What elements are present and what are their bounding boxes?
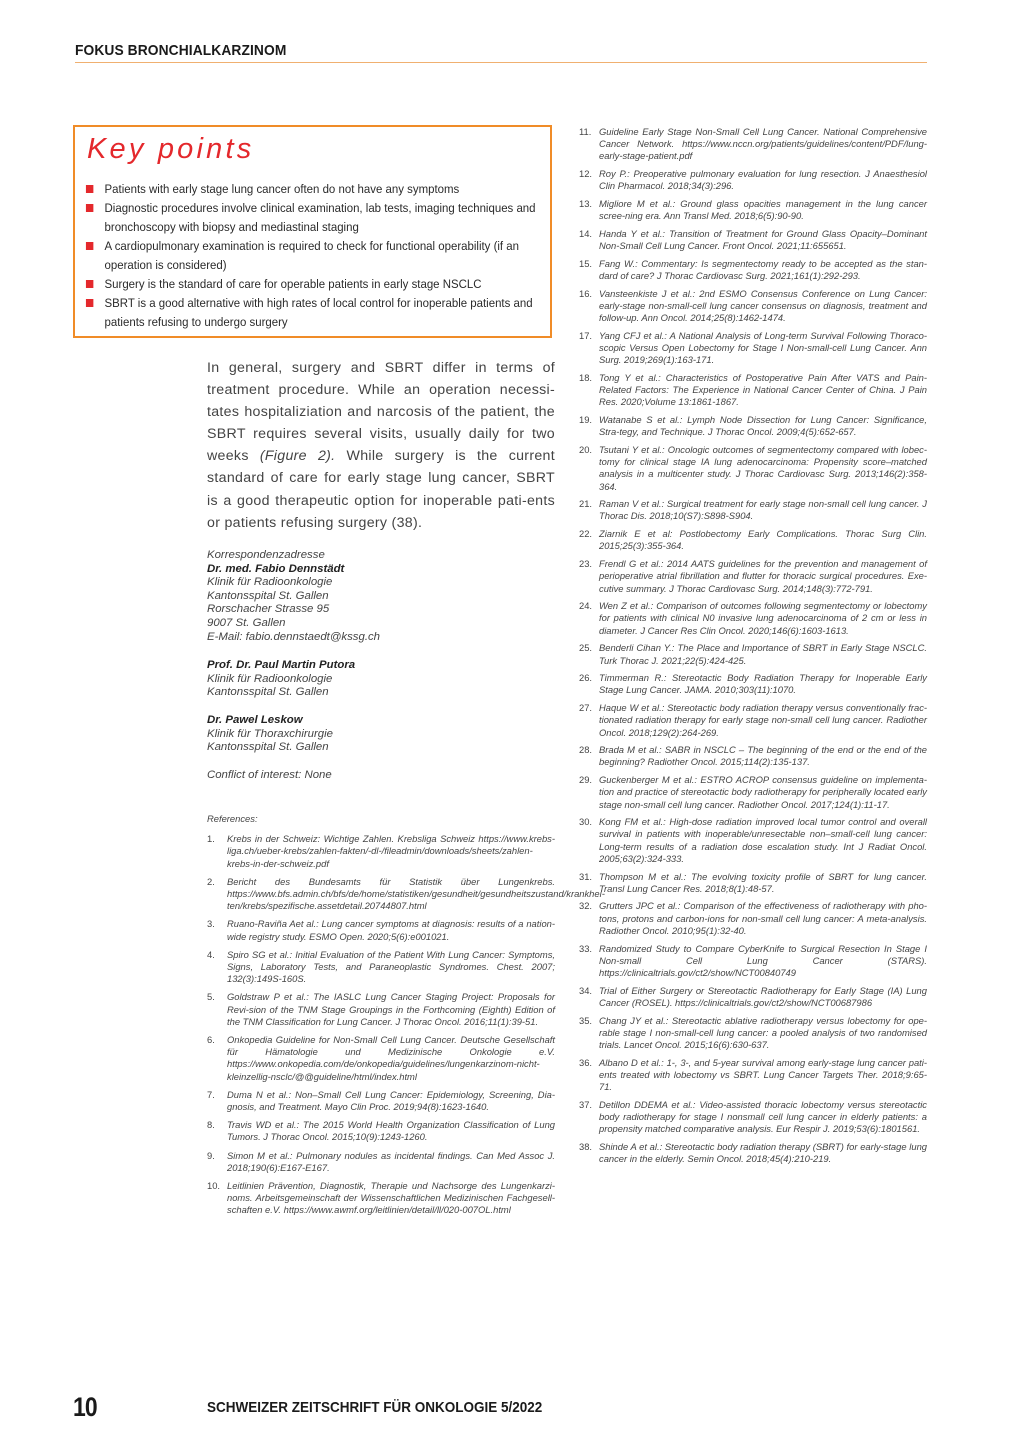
address-line: Kantonsspital St. Gallen bbox=[207, 589, 329, 602]
reference-item bbox=[207, 918, 555, 942]
reference-number: 16. bbox=[579, 287, 593, 299]
reference-text: Guckenberger M et al.: ESTRO ACROP consensus guideline on implementa-tion and practice of stereotactic body radiotherapy for peripherally located early stage non-small cell lung cancer. Radiother Oncol. 2017;124(1):11-17. bbox=[599, 774, 927, 810]
journal-footer: SCHWEIZER ZEITSCHRIFT FÜR ONKOLOGIE 5/2022 bbox=[207, 1399, 543, 1416]
reference-item bbox=[579, 1099, 927, 1136]
reference-number: 22. bbox=[579, 528, 593, 540]
reference-item bbox=[579, 528, 927, 552]
reference-text: Onkopedia Guideline for Non-Small Cell Lung Cancer. Deutsche Gesellschaft für Hämatologie und Medizinische Onkologie e.V. https://www.onkopedia.com/de/onkopedia/guidelines/lungenkarzinom-nicht-kleinzellig-nsclc/@@guideline/html/index.html bbox=[227, 1034, 555, 1082]
reference-text: Haque W et al.: Stereotactic body radiation therapy versus conventionally frac-tionated radiation therapy for early stage non-small cell lung cancer. Radiother Oncol. 2018;129(2):264-269. bbox=[599, 702, 927, 738]
reference-number: 20. bbox=[579, 443, 593, 455]
square-bullet-icon bbox=[86, 242, 93, 250]
reference-text: Benderli Cihan Y.: The Place and Importance of SBRT in Early Stage NSCLC. Turk Thorac J. 2021;22(5):424-425. bbox=[599, 642, 927, 666]
reference-item bbox=[579, 372, 927, 409]
reference-item bbox=[579, 126, 927, 163]
reference-number: 21. bbox=[579, 498, 593, 510]
key-point-text: Patients with early stage lung cancer often do not have any symptoms bbox=[104, 182, 460, 196]
reference-number: 32. bbox=[579, 900, 593, 912]
reference-item bbox=[579, 943, 927, 980]
reference-text: Vansteenkiste J et al.: 2nd ESMO Consensus Conference on Lung Cancer: early-stage non-small-cell lung cancer consensus on diagnosis, treatment and follow-up. Ann Oncol. 2014;25(8):1462-1474. bbox=[599, 287, 927, 324]
reference-text: Krebs in der Schweiz: Wichtige Zahlen. Krebsliga Schweiz https://www.krebs-liga.ch/ueber-krebs/zahlen-fakten/-dl-/fileadmin/downloads/sheets/zahlen-krebs-in-der-schweiz.pdf bbox=[227, 833, 555, 869]
reference-item bbox=[579, 1015, 927, 1052]
reference-text: Fang W.: Commentary: Is segmentectomy ready to be accepted as the stan-dard of care? J Thorac Cardiovasc Surg. 2021;161(1):292-293. bbox=[599, 257, 927, 282]
reference-text: Detillon DDEMA et al.: Video-assisted thoracic lobectomy versus stereotactic body radiotherapy for stage I nonsmall cell lung cancer in elderly patients: a propensity matched comparative analysis. Eur Respir J. 2019;53(6):1801561. bbox=[599, 1098, 927, 1135]
reference-number: 5. bbox=[207, 991, 215, 1003]
reference-item bbox=[207, 833, 555, 870]
author-name: Dr. Pawel Leskow bbox=[207, 714, 303, 726]
key-point-item bbox=[85, 237, 559, 275]
reference-number: 19. bbox=[579, 414, 593, 426]
reference-number: 31. bbox=[579, 870, 593, 882]
address-line: 9007 St. Gallen bbox=[207, 616, 286, 629]
reference-item bbox=[579, 816, 927, 865]
reference-number: 28. bbox=[579, 744, 593, 756]
reference-item bbox=[579, 288, 927, 325]
reference-text: Duma N et al.: Non–Small Cell Lung Cancer: Epidemiology, Screening, Dia-gnosis, and Treatment. Mayo Clin Proc. 2019;94(8):1623-1640. bbox=[227, 1088, 555, 1113]
key-point-item bbox=[85, 180, 559, 199]
key-point-text: Diagnostic procedures involve clinical examination, lab tests, imaging techniques and bronchoscopy with biopsy and mediastinal staging bbox=[104, 201, 536, 234]
reference-item bbox=[579, 1057, 927, 1094]
affiliation-line: Kantonsspital St. Gallen bbox=[207, 686, 329, 699]
reference-text: Thompson M et al.: The evolving toxicity profile of SBRT for lung cancer. Transl Lung Cancer Res. 2018;8(1):48-57. bbox=[599, 870, 927, 894]
reference-item bbox=[207, 1089, 555, 1113]
author-block bbox=[207, 659, 555, 700]
reference-number: 15. bbox=[579, 257, 593, 269]
key-points-box bbox=[73, 125, 552, 338]
reference-item bbox=[579, 228, 927, 252]
reference-text: Frendl G et al.: 2014 AATS guidelines for the prevention and management of perioperative atrial fibrillation and flutter for thoracic surgical procedures. Exe-cutive summary. J Thorac Cardiovasc Surg. 2014;148(3):772-791. bbox=[599, 558, 927, 594]
reference-item bbox=[579, 900, 927, 937]
reference-number: 38. bbox=[579, 1140, 593, 1152]
reference-text: Randomized Study to Compare CyberKnife to Surgical Resection In Stage I Non-small Cell Lung Cancer (STARS). https://clinicaltrials.gov/ct2/show/NCT00840749 bbox=[599, 942, 927, 978]
reference-text: Handa Y et al.: Transition of Treatment for Ground Glass Opacity–Dominant Non-Small Cell Lung Cancer. Front Oncol. 2021;11:655651. bbox=[599, 227, 927, 252]
reference-number: 9. bbox=[207, 1149, 215, 1161]
square-bullet-icon bbox=[86, 204, 93, 212]
correspondence-address bbox=[207, 549, 555, 644]
reference-item bbox=[579, 198, 927, 222]
reference-number: 34. bbox=[579, 984, 593, 996]
reference-number: 36. bbox=[579, 1056, 593, 1068]
reference-item bbox=[579, 330, 927, 367]
reference-number: 26. bbox=[579, 672, 593, 684]
reference-number: 12. bbox=[579, 168, 593, 180]
reference-number: 8. bbox=[207, 1119, 215, 1131]
header-rule bbox=[75, 62, 927, 63]
reference-text: Ziarnik E et al: Postlobectomy Early Complications. Thorac Surg Clin. 2015;25(3):355-364. bbox=[599, 528, 927, 552]
reference-item bbox=[579, 258, 927, 282]
conflict-of-interest bbox=[207, 769, 555, 783]
reference-text: Tong Y et al.: Characteristics of Postoperative Pain After VATS and Pain-Related Factors: The Experience in National Cancer Center of China. J Pain Res. 2020;Volume 13:1861-1867. bbox=[599, 371, 927, 408]
reference-text: Roy P.: Preoperative pulmonary evaluation for lung resection. J Anaesthesiol Clin Pharmacol. 2018;34(3):296. bbox=[599, 168, 927, 192]
body-text-before: In general, surgery and SBRT differ in terms of treatment procedure. While an operation necessi-tates hospitaliziation and narcosis of the patient, the SBRT requires several visits, usually daily for two weeks bbox=[207, 360, 555, 465]
reference-item bbox=[579, 774, 927, 811]
key-points-list bbox=[85, 180, 542, 332]
key-point-item bbox=[85, 199, 559, 237]
reference-item bbox=[207, 1150, 555, 1174]
reference-item bbox=[579, 444, 927, 493]
reference-item bbox=[579, 1141, 927, 1165]
author-name: Prof. Dr. Paul Martin Putora bbox=[207, 659, 356, 671]
reference-number: 2. bbox=[207, 875, 215, 887]
reference-text: Travis WD et al.: The 2015 World Health Organization Classification of Lung Tumors. J Thorac Oncol. 2015;10(9):1243-1260. bbox=[227, 1119, 555, 1143]
reference-item bbox=[579, 672, 927, 696]
reference-number: 18. bbox=[579, 371, 593, 383]
page-number: 10 bbox=[73, 1392, 97, 1422]
body-paragraph bbox=[207, 357, 555, 534]
reference-text: Goldstraw P et al.: The IASLC Lung Cancer Staging Project: Proposals for Revi-sion of the TNM Stage Groupings in the Forthcoming (Eighth) Edition of the TNM Classification for Lung Cancer. J Thorac Oncol. 2016;11(1):39-51. bbox=[227, 991, 555, 1027]
affiliation-line: Klinik für Radioonkologie bbox=[207, 672, 333, 685]
reference-item bbox=[579, 871, 927, 895]
reference-text: Shinde A et al.: Stereotactic body radiation therapy (SBRT) for early-stage lung cancer in the elderly. Semin Oncol. 2018;45(4):210-219. bbox=[599, 1140, 927, 1165]
reference-item bbox=[579, 558, 927, 595]
reference-number: 24. bbox=[579, 600, 593, 612]
reference-item bbox=[579, 702, 927, 739]
reference-text: Migliore M et al.: Ground glass opacities management in the lung cancer scree-ning era. Ann Transl Med. 2018;6(5):90-90. bbox=[599, 198, 927, 222]
body-text-after: While surgery is the current standard of care for early stage lung cancer, SBRT is a good therapeutic option for inoperable pati-ents or patients refusing surgery (38). bbox=[207, 448, 555, 531]
key-point-text: SBRT is a good alternative with high rates of local control for inoperable patients and patients refusing to undergo surgery bbox=[104, 296, 533, 329]
reference-item bbox=[579, 414, 927, 438]
reference-item bbox=[207, 1034, 555, 1083]
reference-text: Brada M et al.: SABR in NSCLC – The beginning of the end or the end of the beginning? Radiother Oncol. 2015;114(2):135-137. bbox=[599, 744, 927, 768]
reference-number: 30. bbox=[579, 816, 593, 828]
reference-number: 6. bbox=[207, 1034, 215, 1046]
references-right-column bbox=[579, 126, 927, 1171]
reference-text: Bericht des Bundesamts für Statistik über Lungenkrebs. https://www.bfs.admin.ch/bfs/de/home/statistiken/gesundheit/gesundheitszustand/krankhei-ten/krebs/spezifische.assetdetail.20744807.html bbox=[227, 875, 605, 912]
author-block bbox=[207, 714, 555, 755]
reference-item bbox=[579, 498, 927, 522]
affiliation-line: Klinik für Thoraxchirurgie bbox=[207, 727, 333, 740]
square-bullet-icon bbox=[86, 280, 93, 288]
reference-number: 25. bbox=[579, 642, 593, 654]
reference-item bbox=[579, 642, 927, 666]
reference-number: 37. bbox=[579, 1098, 593, 1110]
reference-number: 33. bbox=[579, 942, 593, 954]
reference-text: Wen Z et al.: Comparison of outcomes following segmentectomy or lobectomy for patients with clinical N0 invasive lung adenocarcinoma of 2 cm or less in diameter. J Cancer Res Clin Oncol. 2020;146(6):1603-1613. bbox=[599, 600, 927, 636]
reference-text: Chang JY et al.: Stereotactic ablative radiotherapy versus lobectomy for ope-rable stage I non-small-cell lung cancer: a pooled analysis of two randomised trials. Lancet Oncol. 2015;16(6):630-637. bbox=[599, 1014, 927, 1050]
reference-text: Tsutani Y et al.: Oncologic outcomes of segmentectomy compared with lobec-tomy for clinical stage IA lung adenocarcinoma: Propensity score–matched analysis in a multicenter study. J Thorac Cardiovasc Surg. 2013;146(2):358-364. bbox=[599, 443, 927, 492]
reference-number: 7. bbox=[207, 1088, 215, 1100]
reference-text: Watanabe S et al.: Lymph Node Dissection for Lung Cancer: Significance, Stra-tegy, and Technique. J Thorac Oncol. 2009;4(5):652-657. bbox=[599, 414, 927, 438]
reference-number: 35. bbox=[579, 1014, 593, 1026]
key-points-title: Key points bbox=[87, 133, 255, 165]
reference-item bbox=[207, 991, 555, 1028]
reference-number: 3. bbox=[207, 918, 215, 930]
key-point-item bbox=[85, 294, 559, 332]
reference-number: 27. bbox=[579, 702, 593, 714]
key-point-text: Surgery is the standard of care for operable patients in early stage NSCLC bbox=[104, 277, 482, 291]
section-title: FOKUS BRONCHIALKARZINOM bbox=[75, 42, 287, 59]
reference-text: Guideline Early Stage Non-Small Cell Lung Cancer. National Comprehensive Cancer Network. https://www.nccn.org/patients/guidelines/content/PDF/lung-early-stage-patient.pdf bbox=[599, 126, 927, 162]
reference-item bbox=[207, 1180, 555, 1217]
reference-text: Ruano-Raviña Aet al.: Lung cancer symptoms at diagnosis: results of a nation-wide registry study. ESMO Open. 2020;5(6):e001021. bbox=[227, 918, 555, 942]
square-bullet-icon bbox=[86, 299, 93, 307]
conflict-text: Conflict of interest: None bbox=[207, 769, 332, 781]
reference-text: Kong FM et al.: High-dose radiation improved local tumor control and overall survival in patients with inoperable/unresectable non–small-cell lung cancer: Long-term results of a radiation dose escalation study. Int J Radiat Oncol. 2005;63(2):324-333. bbox=[599, 816, 927, 864]
reference-number: 4. bbox=[207, 948, 215, 960]
affiliation-line: Kantonsspital St. Gallen bbox=[207, 741, 329, 754]
reference-text: Simon M et al.: Pulmonary nodules as incidental findings. Can Med Assoc J. 2018;190(6):E167-E167. bbox=[227, 1149, 555, 1173]
reference-text: Yang CFJ et al.: A National Analysis of Long-term Survival Following Thoraco-scopic Versus Open Lobectomy for Stage I Non-small-cell Lung Cancer. Ann Surg. 2019;269(1):163-171. bbox=[599, 329, 927, 366]
key-point-item bbox=[85, 275, 559, 294]
reference-number: 14. bbox=[579, 227, 593, 239]
email-line: E-Mail: fabio.dennstaedt@kssg.ch bbox=[207, 630, 381, 643]
reference-number: 23. bbox=[579, 558, 593, 570]
reference-number: 10. bbox=[207, 1180, 221, 1192]
reference-number: 11. bbox=[579, 126, 592, 137]
reference-number: 13. bbox=[579, 198, 593, 210]
reference-text: Raman V et al.: Surgical treatment for early stage non-small cell lung cancer. J Thorac Dis. 2018;10(S7):S898-S904. bbox=[599, 498, 927, 522]
reference-text: Leitlinien Prävention, Diagnostik, Therapie und Nachsorge des Lungenkarzi-noms. Arbeitsgemeinschaft der Wissenschaftlichen Medizinischen Fachgesell-schaften e.V. https://www.awmf.org/leitlinien/detail/ll/020-007OL.html bbox=[227, 1180, 555, 1216]
reference-number: 1. bbox=[207, 833, 215, 845]
correspondence-name: Dr. med. Fabio Dennstädt bbox=[207, 562, 345, 575]
reference-item bbox=[207, 1119, 555, 1143]
reference-text: Trial of Either Surgery or Stereotactic Radiotherapy for Early Stage (IA) Lung Cancer (ROSEL). https://clinicaltrials.gov/ct2/show/NCT00687986 bbox=[599, 984, 927, 1008]
address-line: Rorschacher Strasse 95 bbox=[207, 603, 330, 616]
reference-item bbox=[579, 985, 927, 1009]
reference-item bbox=[579, 168, 927, 192]
figure-reference: (Figure 2). bbox=[259, 448, 336, 465]
reference-item bbox=[579, 600, 927, 637]
correspondence-label: Korrespondenzadresse bbox=[207, 549, 325, 561]
reference-item bbox=[207, 949, 555, 986]
reference-item bbox=[579, 744, 927, 768]
address-line: Klinik für Radioonkologie bbox=[207, 576, 333, 589]
reference-text: Timmerman R.: Stereotactic Body Radiation Therapy for Inoperable Early Stage Lung Cancer. JAMA. 2010;303(11):1070. bbox=[599, 672, 927, 696]
square-bullet-icon bbox=[86, 185, 93, 193]
reference-number: 17. bbox=[579, 329, 593, 341]
reference-text: Albano D et al.: 1-, 3-, and 5-year survival among early-stage lung cancer pati-ents treated with lobectomy vs SBRT. Lung Cancer Targets Ther. 2018;9:65-71. bbox=[599, 1056, 927, 1093]
reference-text: Grutters JPC et al.: Comparison of the effectiveness of radiotherapy with pho-tons, protons and carbon-ions for non-small cell lung cancer: A meta-analysis. Radiother Oncol. 2010;95(1):32-40. bbox=[599, 900, 927, 936]
reference-number: 29. bbox=[579, 774, 593, 786]
reference-text: Spiro SG et al.: Initial Evaluation of the Patient With Lung Cancer: Symptoms, Signs, Laboratory Tests, and Paraneoplastic Syndromes. Chest. 2007; 132(3):149S-160S. bbox=[227, 948, 555, 985]
key-point-text: A cardiopulmonary examination is required to check for functional operability (if an operation is considered) bbox=[104, 239, 519, 272]
references-heading: References: bbox=[207, 813, 258, 824]
